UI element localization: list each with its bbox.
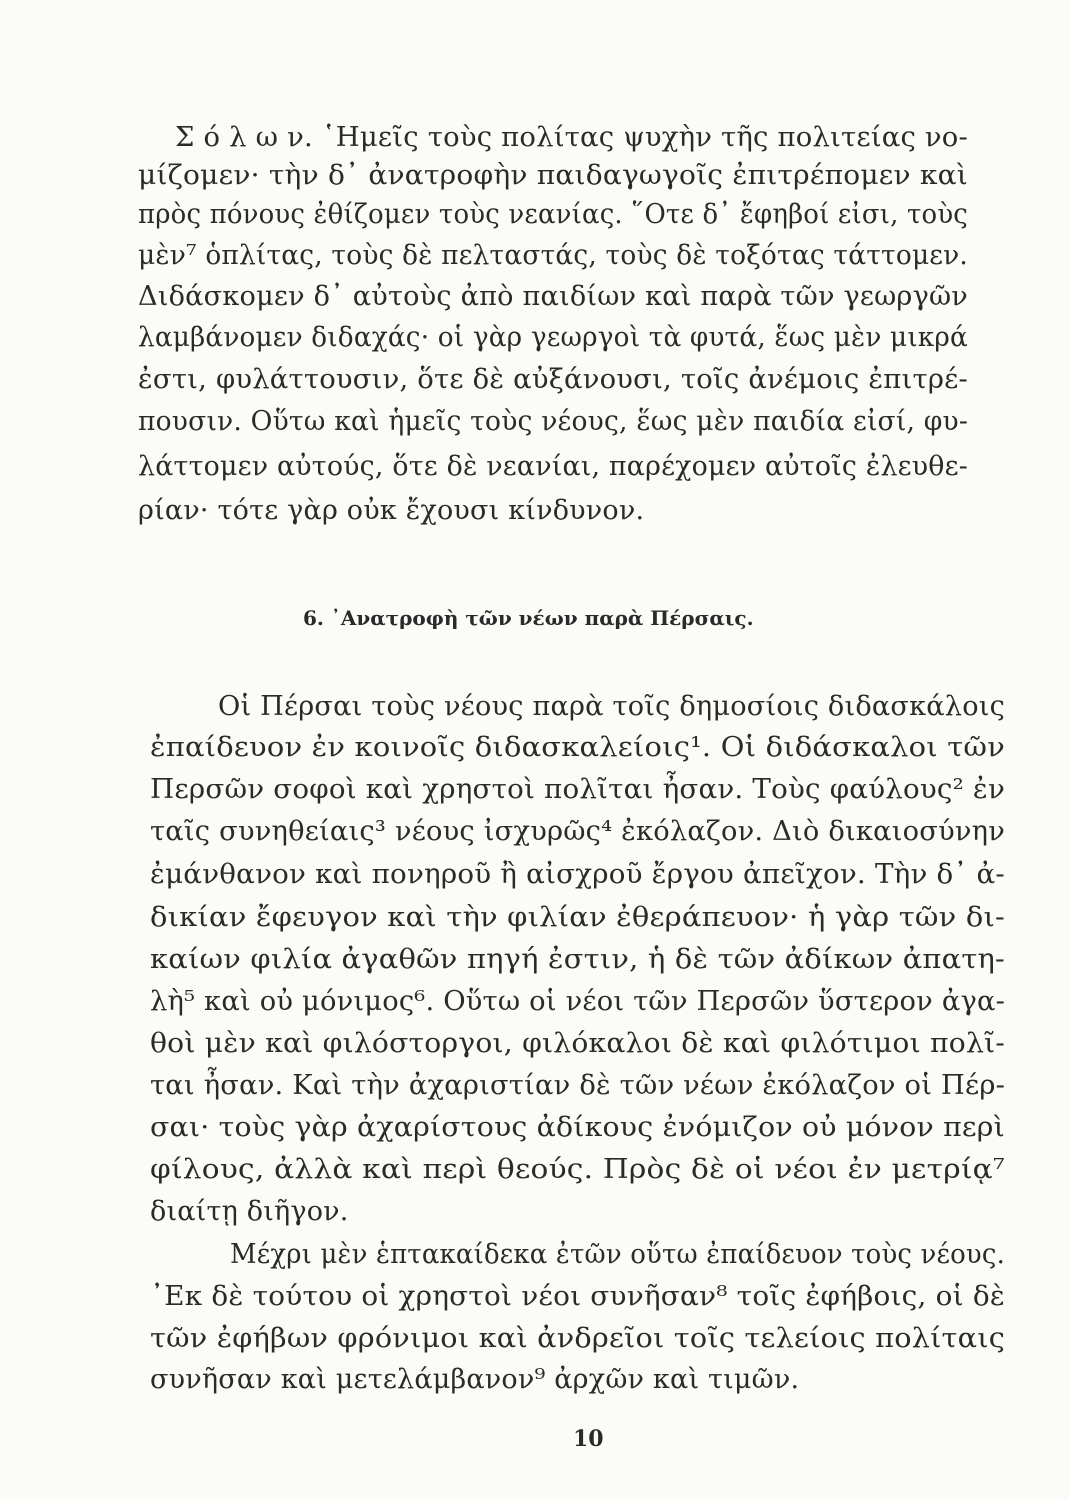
text-line: θοὶ μὲν καὶ φιλόστοργοι, φιλόκαλοι δὲ καὶ φιλότιμοι πολῖ-	[150, 1028, 1006, 1059]
text-line: Περσῶν σοφοὶ καὶ χρηστοὶ πολῖται ἦσαν. Τοὺς φαύλους² ἐν	[150, 774, 1005, 805]
text-line: συνῆσαν καὶ μετελάμβανον⁹ ἀρχῶν καὶ τιμῶν.	[150, 1364, 800, 1395]
text-line: ταῖς συνηθείαις³ νέους ἰσχυρῶς⁴ ἐκόλαζον. Διὸ δικαιοσύνην	[150, 816, 1005, 847]
section-heading: 6. ᾿Ανατροφὴ τῶν νέων παρὰ Πέρσαις.	[303, 606, 754, 630]
text-line: μὲν⁷ ὁπλίτας, τοὺς δὲ πελταστάς, τοὺς δὲ τοξότας τάττομεν.	[138, 240, 968, 271]
text-line: ρίαν· τότε γὰρ οὐκ ἔχουσι κίνδυνον.	[138, 495, 645, 526]
text-line: λαμβάνομεν διδαχάς· οἱ γὰρ γεωργοὶ τὰ φυτά, ἕως μὲν μικρά	[138, 322, 968, 353]
text-line: διαίτῃ διῆγον.	[150, 1196, 349, 1227]
text-line: Διδάσκομεν δ᾽ αὐτοὺς ἀπὸ παιδίων καὶ παρὰ τῶν γεωργῶν	[138, 281, 969, 312]
text-line: ται ἦσαν. Καὶ τὴν ἀχαριστίαν δὲ τῶν νέων ἐκόλαζον οἱ Πέρ-	[150, 1070, 1005, 1101]
text-line: λάττομεν αὐτούς, ὅτε δὲ νεανίαι, παρέχομεν αὐτοῖς ἐλευθε-	[138, 451, 968, 482]
text-line: σαι· τοὺς γὰρ ἀχαρίστους ἀδίκους ἐνόμιζον οὐ μόνον περὶ	[150, 1112, 1005, 1143]
text-line: ᾿Εκ δὲ τούτου οἱ χρηστοὶ νέοι συνῆσαν⁸ τοῖς ἐφήβοις, οἱ δὲ	[150, 1281, 1005, 1312]
text-line: πουσιν. Οὕτω καὶ ἡμεῖς τοὺς νέους, ἕως μὲν παιδία εἰσί, φυ-	[138, 406, 968, 437]
text-line: τῶν ἐφήβων φρόνιμοι καὶ ἀνδρεῖοι τοῖς τελείοις πολίταις	[150, 1323, 1005, 1354]
text-line: λὴ⁵ καὶ οὐ μόνιμος⁶. Οὕτω οἱ νέοι τῶν Περσῶν ὕστερον ἀγα-	[150, 986, 1005, 1017]
text-line: καίων φιλία ἀγαθῶν πηγή ἐστιν, ἡ δὲ τῶν ἀδίκων ἀπατη-	[150, 944, 1005, 975]
text-line: Οἱ Πέρσαι τοὺς νέους παρὰ τοῖς δημοσίοις διδασκάλοις	[218, 691, 1005, 722]
text-line: ἐστι, φυλάττουσιν, ὅτε δὲ αὐξάνουσι, τοῖς ἀνέμοις ἐπιτρέ-	[138, 364, 968, 395]
text-line: ἐπαίδευον ἐν κοινοῖς διδασκαλείοις¹. Οἱ διδάσκαλοι τῶν	[150, 732, 1006, 763]
text-line: Σ ό λ ω ν. ῾Ημεῖς τοὺς πολίτας ψυχὴν τῆς πολιτείας νο-	[175, 122, 968, 153]
page-number: 10	[573, 1426, 604, 1452]
text-line: μίζομεν· τὴν δ᾽ ἀνατροφὴν παιδαγωγοῖς ἐπιτρέπομεν καὶ	[138, 160, 969, 191]
text-line: δικίαν ἔφευγον καὶ τὴν φιλίαν ἐθεράπευον· ἡ γὰρ τῶν δι-	[150, 902, 1005, 933]
text-line: πρὸς πόνους ἐθίζομεν τοὺς νεανίας. ῞Οτε δ᾽ ἔφηβοί εἰσι, τοὺς	[138, 199, 968, 230]
text-line: ἐμάνθανον καὶ πονηροῦ ἢ αἰσχροῦ ἔργου ἀπεῖχον. Τὴν δ᾽ ἀ-	[150, 859, 1005, 890]
text-line: Μέχρι μὲν ἑπτακαίδεκα ἐτῶν οὕτω ἐπαίδευον τοὺς νέους.	[230, 1239, 1005, 1270]
text-line: φίλους, ἀλλὰ καὶ περὶ θεούς. Πρὸς δὲ οἱ νέοι ἐν μετρίᾳ⁷	[150, 1154, 1006, 1185]
